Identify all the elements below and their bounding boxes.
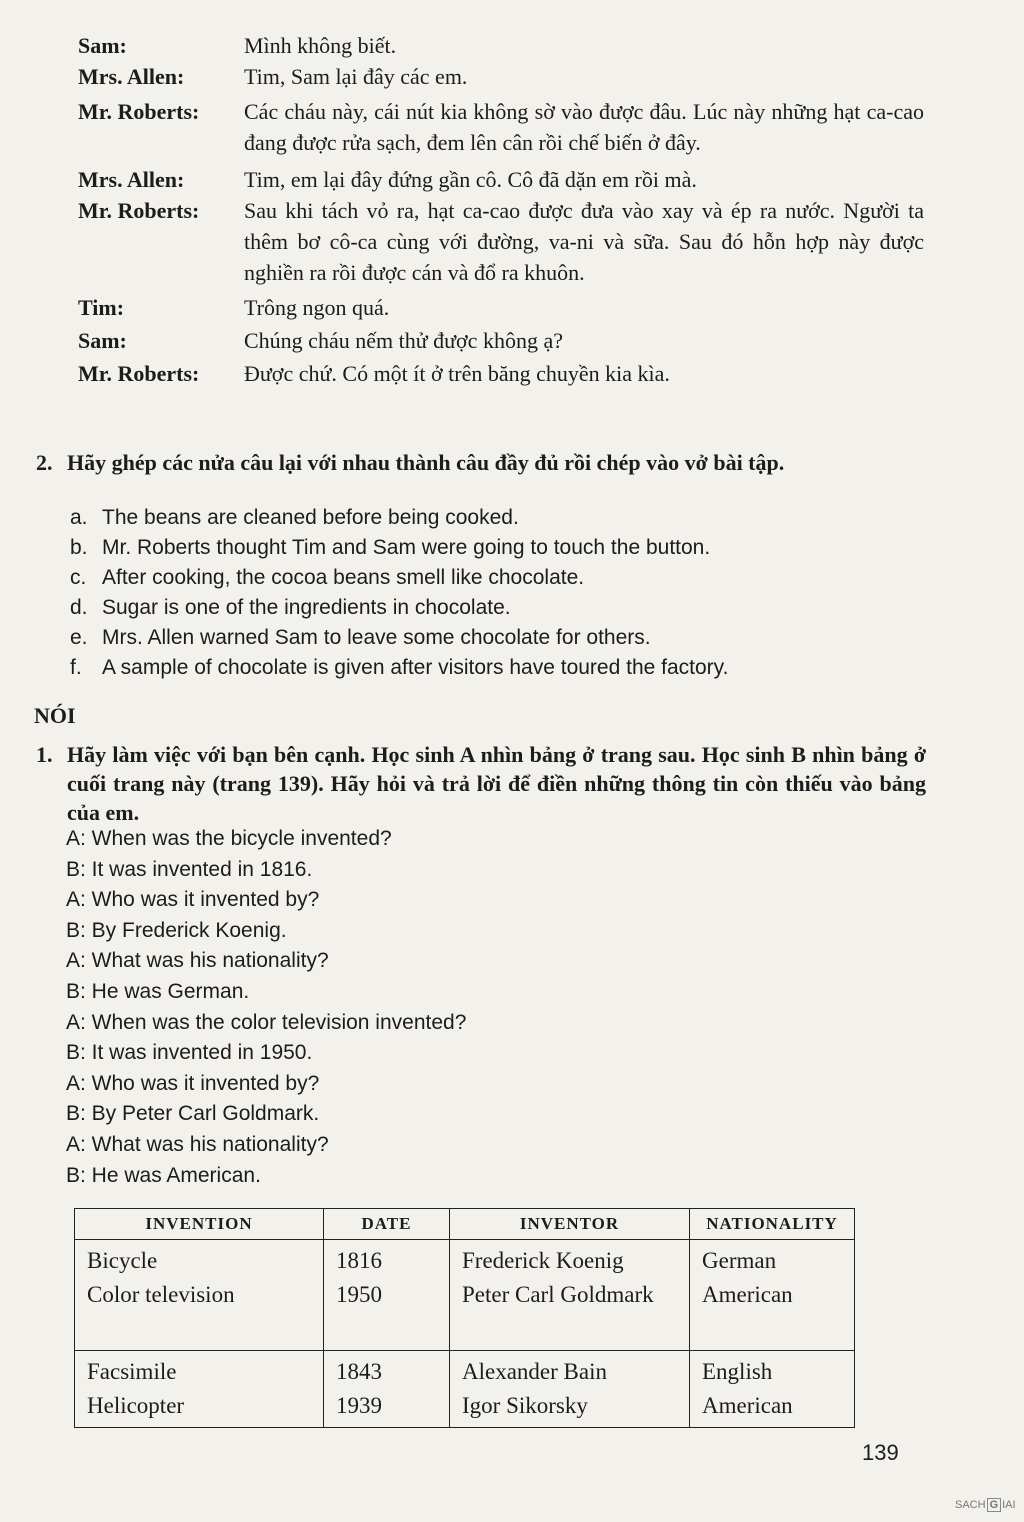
conversation-line: A: What was his nationality? [66, 1132, 329, 1156]
list-item: f. A sample of chocolate is given after visitors have toured the factory. [70, 656, 729, 679]
sentence-list [70, 503, 728, 683]
dialogue-line [0, 195, 1024, 288]
speaking-1-heading [36, 740, 926, 827]
date-cell: 1816 1950 [324, 1240, 450, 1351]
conversation-line: A: When was the color television invented? [66, 1010, 467, 1034]
table-header-row [75, 1209, 855, 1240]
conversation-line: A: When was the bicycle invented? [66, 827, 392, 850]
dialogue-line [0, 61, 1024, 92]
conversation-line: B: It was invented in 1950. [66, 1041, 313, 1065]
header-inventor: INVENTOR [450, 1209, 690, 1240]
conversation [66, 824, 466, 1191]
conversation-line: B: He was American. [66, 1163, 261, 1187]
speaker: Mr. Roberts: [78, 198, 200, 223]
speech: Các cháu này, cái nút kia không sờ vào được đâu. Lúc này những hạt ca-cao đang được rửa sạch, đem lên cân rồi chế biến ở đây. [244, 99, 924, 155]
speech: Sau khi tách vỏ ra, hạt ca-cao được đưa vào xay và ép ra nước. Người ta thêm bơ cô-ca cùng với đường, va-ni và sữa. Sau đó hỗn hợp này được nghiền ra rồi được cán và đổ ra khuôn. [244, 198, 924, 285]
dialogue-line [0, 96, 1024, 158]
speaker: Mr. Roberts: [78, 361, 200, 386]
task-instruction: Hãy làm việc với bạn bên cạnh. Học sinh A nhìn bảng ở trang sau. Học sinh B nhìn bảng ở cuối trang này (trang 139). Hãy hỏi và trả lời để điền những thông tin còn thiếu vào bảng của em. [67, 742, 926, 825]
table-row [75, 1351, 855, 1428]
page-number: 139 [862, 1440, 899, 1465]
list-item: d. Sugar is one of the ingredients in chocolate. [70, 596, 511, 619]
speech: Chúng cháu nếm thử được không ạ? [244, 328, 563, 353]
conversation-line: B: By Peter Carl Goldmark. [66, 1102, 320, 1126]
speech: Tim, Sam lại đây các em. [244, 64, 468, 89]
dialogue [0, 30, 1024, 386]
task-instruction: Hãy ghép các nửa câu lại với nhau thành câu đầy đủ rồi chép vào vở bài tập. [67, 450, 785, 475]
speech: Tim, em lại đây đứng gần cô. Cô đã dặn em rồi mà. [244, 167, 697, 192]
conversation-line: A: What was his nationality? [66, 949, 329, 973]
list-item: a. The beans are cleaned before being cooked. [70, 506, 519, 529]
list-item: e. Mrs. Allen warned Sam to leave some chocolate for others. [70, 626, 651, 649]
header-nationality: NATIONALITY [690, 1209, 855, 1240]
speaker: Mr. Roberts: [78, 99, 200, 124]
task-number: 1. [36, 742, 53, 767]
list-item: c. After cooking, the cocoa beans smell like chocolate. [70, 566, 585, 589]
invention-cell: Bicycle Color television [75, 1240, 324, 1351]
nationality-cell: German American [690, 1240, 855, 1351]
conversation-line: B: By Frederick Koenig. [66, 918, 287, 942]
speaker: Mrs. Allen: [78, 64, 185, 89]
invention-cell: Facsimile Helicopter [75, 1351, 324, 1428]
dialogue-line [0, 358, 1024, 389]
speaker: Sam: [78, 328, 127, 353]
speech: Trông ngon quá. [244, 295, 390, 320]
task-number: 2. [36, 450, 53, 475]
speaker: Tim: [78, 295, 125, 320]
inventions-table [74, 1208, 855, 1428]
header-date: DATE [324, 1209, 450, 1240]
inventor-cell: Frederick Koenig Peter Carl Goldmark [450, 1240, 690, 1351]
watermark-logo: SACH G IAI [955, 1499, 1016, 1511]
nationality-cell: English American [690, 1351, 855, 1428]
task-2-heading [36, 448, 926, 477]
list-item: b. Mr. Roberts thought Tim and Sam were going to touch the button. [70, 536, 711, 559]
section-title: NÓI [34, 703, 76, 728]
dialogue-line [0, 30, 1024, 61]
speech: Được chứ. Có một ít ở trên băng chuyền kia kìa. [244, 361, 670, 386]
inventor-cell: Alexander Bain Igor Sikorsky [450, 1351, 690, 1428]
dialogue-line [0, 164, 1024, 195]
conversation-line: A: Who was it invented by? [66, 888, 320, 912]
dialogue-line [0, 292, 1024, 323]
conversation-line: A: Who was it invented by? [66, 1071, 320, 1095]
speaker: Sam: [78, 33, 127, 58]
conversation-line: B: It was invented in 1816. [66, 857, 313, 881]
header-invention: INVENTION [75, 1209, 324, 1240]
table-row [75, 1240, 855, 1351]
speech: Mình không biết. [244, 33, 397, 58]
conversation-line: B: He was German. [66, 979, 250, 1003]
speaker: Mrs. Allen: [78, 167, 185, 192]
date-cell: 1843 1939 [324, 1351, 450, 1428]
dialogue-line [0, 325, 1024, 356]
